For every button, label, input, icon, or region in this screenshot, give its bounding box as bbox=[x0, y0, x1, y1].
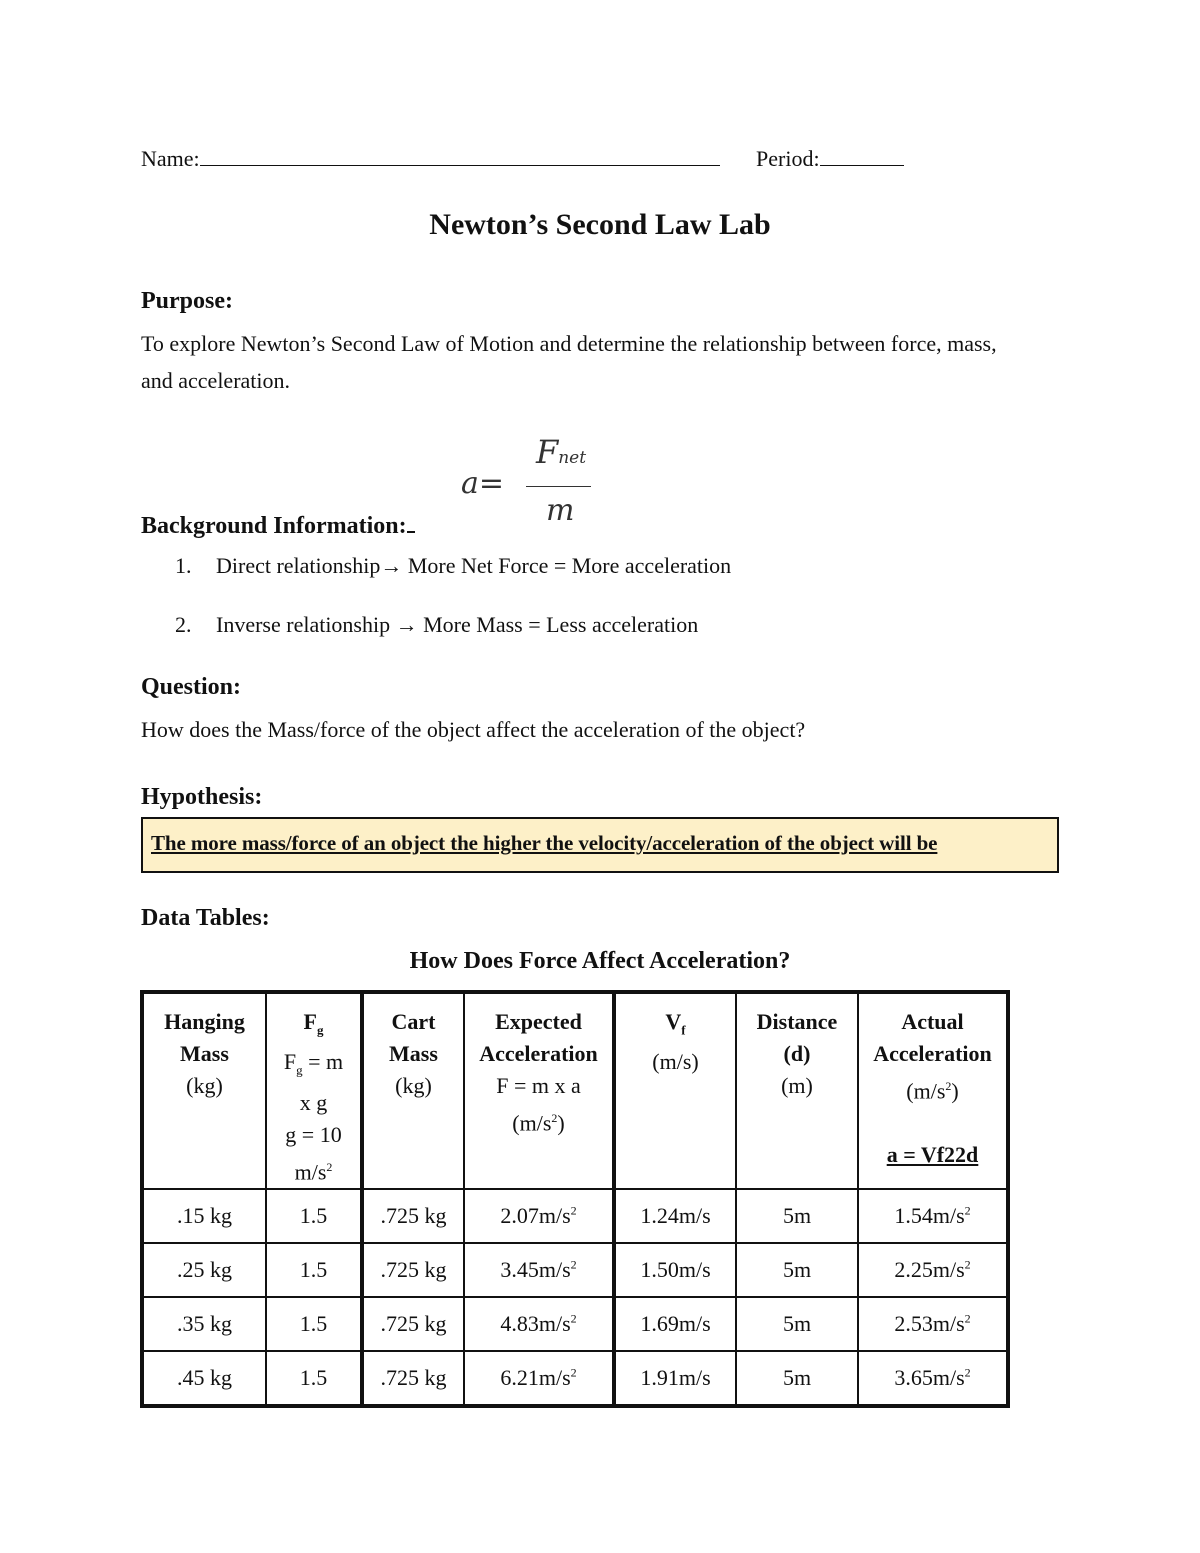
purpose-heading: Purpose: bbox=[141, 288, 233, 314]
background-item-1-num: 1. bbox=[175, 553, 192, 578]
cell-distance: 5m bbox=[736, 1189, 858, 1243]
cell-fg: 1.5 bbox=[266, 1297, 362, 1351]
table-title: How Does Force Affect Acceleration? bbox=[409, 948, 791, 974]
cell-actual-acceleration: $2.53m/s^2$ bbox=[858, 1297, 1008, 1351]
purpose-line-2: and acceleration. bbox=[141, 368, 291, 393]
cell-hanging-mass: .45 kg bbox=[142, 1351, 266, 1406]
fraction-bar bbox=[526, 486, 591, 487]
cell-hanging-mass: .25 kg bbox=[142, 1243, 266, 1297]
table-header-row bbox=[142, 992, 1008, 1189]
cell-actual-acceleration: $3.65m/s^2$ bbox=[858, 1351, 1008, 1406]
question-heading: Question: bbox=[141, 674, 242, 700]
cell-actual-acceleration: $2.25m/s^2$ bbox=[858, 1243, 1008, 1297]
header-hanging-mass: Hanging Mass (kg) bbox=[142, 992, 266, 1189]
hypothesis-box bbox=[141, 817, 1059, 873]
period-row bbox=[756, 143, 904, 172]
cell-cart-mass: .725 kg bbox=[362, 1351, 464, 1406]
name-label: Name: bbox=[141, 146, 200, 171]
formula-numerator-sub: net bbox=[558, 448, 587, 468]
name-row bbox=[141, 143, 720, 172]
cell-expected-acceleration: $4.83m/s^2$ bbox=[464, 1297, 614, 1351]
cell-expected-acceleration: $3.45m/s^2$ bbox=[464, 1243, 614, 1297]
cell-expected-acceleration: $2.07m/s^2$ bbox=[464, 1189, 614, 1243]
cell-distance: 5m bbox=[736, 1243, 858, 1297]
header-distance: Distance (d) (m) bbox=[736, 992, 858, 1189]
cell-hanging-mass: .35 kg bbox=[142, 1297, 266, 1351]
background-item-2-num: 2. bbox=[175, 612, 192, 637]
cell-fg: 1.5 bbox=[266, 1351, 362, 1406]
purpose-line-1: To explore Newton’s Second Law of Motion and determine the relationship between force, mass, bbox=[141, 331, 997, 356]
background-item-1-text: Direct relationship→ More Net Force = More acceleration bbox=[216, 553, 732, 578]
cell-vf: 1.24m/s bbox=[614, 1189, 736, 1243]
data-tables-heading: Data Tables: bbox=[141, 905, 270, 931]
table-row bbox=[142, 1297, 1008, 1351]
table-row bbox=[142, 1243, 1008, 1297]
question-text: How does the Mass/force of the object affect the acceleration of the object? bbox=[141, 717, 806, 742]
period-blank[interactable] bbox=[820, 143, 904, 166]
header-actual-acceleration: Actual Acceleration $(m/s^2)$ a = Vf22d bbox=[858, 992, 1008, 1189]
cell-cart-mass: .725 kg bbox=[362, 1243, 464, 1297]
table-row bbox=[142, 1351, 1008, 1406]
formula-lhs: a= bbox=[461, 466, 505, 501]
formula-denominator: m bbox=[546, 493, 575, 528]
cell-vf: 1.50m/s bbox=[614, 1243, 736, 1297]
background-item-2-text: Inverse relationship → More Mass = Less acceleration bbox=[216, 612, 699, 637]
formula-numerator: Fnet bbox=[536, 433, 587, 471]
cell-cart-mass: .725 kg bbox=[362, 1189, 464, 1243]
cell-vf: 1.91m/s bbox=[614, 1351, 736, 1406]
cell-fg: 1.5 bbox=[266, 1243, 362, 1297]
page-title: Newton’s Second Law Lab bbox=[429, 208, 771, 241]
header-fg: $F_g$ $F_g = m$ x g g = 10 $m/s^2$ bbox=[266, 992, 362, 1189]
cell-expected-acceleration: $6.21m/s^2$ bbox=[464, 1351, 614, 1406]
cell-distance: 5m bbox=[736, 1351, 858, 1406]
hypothesis-text: The more mass/force of an object the higher the velocity/acceleration of the object will be bbox=[151, 831, 938, 855]
header-vf: $V_f$ (m/s) bbox=[614, 992, 736, 1189]
name-blank[interactable] bbox=[200, 143, 720, 166]
table-row bbox=[142, 1189, 1008, 1243]
cell-distance: 5m bbox=[736, 1297, 858, 1351]
background-heading: Background Information: bbox=[141, 511, 415, 540]
header-expected-acceleration: Expected Acceleration F = m x a $(m/s^2)$ bbox=[464, 992, 614, 1189]
header-cart-mass: Cart Mass (kg) bbox=[362, 992, 464, 1189]
cell-cart-mass: .725 kg bbox=[362, 1297, 464, 1351]
actual-acceleration-formula: a = Vf22d bbox=[886, 1142, 979, 1168]
hypothesis-heading: Hypothesis: bbox=[141, 784, 263, 810]
cell-vf: 1.69m/s bbox=[614, 1297, 736, 1351]
cell-hanging-mass: .15 kg bbox=[142, 1189, 266, 1243]
cell-fg: 1.5 bbox=[266, 1189, 362, 1243]
period-label: Period: bbox=[756, 146, 820, 171]
cell-actual-acceleration: $1.54m/s^2$ bbox=[858, 1189, 1008, 1243]
force-acceleration-table bbox=[140, 990, 1010, 1408]
